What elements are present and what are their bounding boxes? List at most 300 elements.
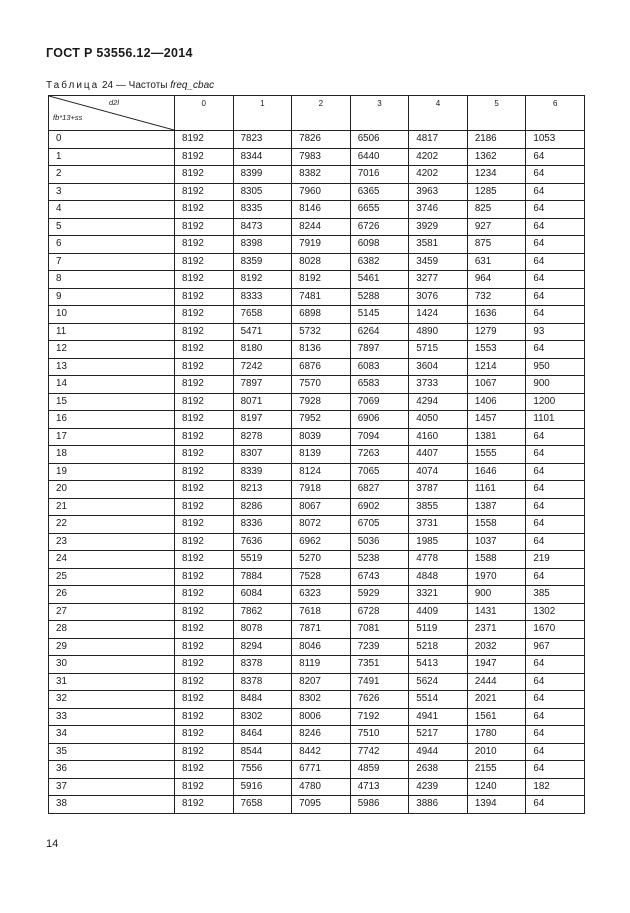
table-row — [49, 411, 585, 429]
table-cell: 967 — [526, 638, 585, 656]
table-cell: 1101 — [526, 411, 585, 429]
table-cell: 4944 — [409, 743, 468, 761]
table-cell: 8307 — [233, 446, 292, 464]
row-index-cell: 1 — [49, 148, 175, 166]
table-cell: 1588 — [467, 551, 526, 569]
table-cell: 7658 — [233, 306, 292, 324]
table-cell: 8192 — [175, 236, 234, 254]
table-row — [49, 551, 585, 569]
table-cell: 8192 — [175, 376, 234, 394]
table-cell: 64 — [526, 218, 585, 236]
table-cell: 3746 — [409, 201, 468, 219]
table-cell: 1285 — [467, 183, 526, 201]
table-cell: 1387 — [467, 498, 526, 516]
table-cell: 4848 — [409, 568, 468, 586]
column-header: 1 — [233, 96, 292, 131]
table-cell: 7884 — [233, 568, 292, 586]
table-cell: 1394 — [467, 796, 526, 814]
table-cell: 8192 — [175, 551, 234, 569]
table-cell: 4859 — [350, 761, 409, 779]
table-cell: 1161 — [467, 481, 526, 499]
table-cell: 964 — [467, 271, 526, 289]
table-cell: 4817 — [409, 131, 468, 149]
row-index-cell: 36 — [49, 761, 175, 779]
row-index-cell: 37 — [49, 778, 175, 796]
table-cell: 6728 — [350, 603, 409, 621]
table-cell: 7242 — [233, 358, 292, 376]
row-index-cell: 0 — [49, 131, 175, 149]
table-row — [49, 638, 585, 656]
table-cell: 8382 — [292, 166, 351, 184]
table-cell: 3733 — [409, 376, 468, 394]
table-cell: 64 — [526, 796, 585, 814]
table-row — [49, 201, 585, 219]
table-cell: 7626 — [350, 691, 409, 709]
table-cell: 7862 — [233, 603, 292, 621]
table-cell: 7481 — [292, 288, 351, 306]
table-cell: 7263 — [350, 446, 409, 464]
table-cell: 6506 — [350, 131, 409, 149]
row-index-cell: 6 — [49, 236, 175, 254]
table-cell: 64 — [526, 673, 585, 691]
table-cell: 6743 — [350, 568, 409, 586]
table-cell: 5471 — [233, 323, 292, 341]
table-cell: 1424 — [409, 306, 468, 324]
table-cell: 64 — [526, 656, 585, 674]
column-header: 3 — [350, 96, 409, 131]
table-cell: 8464 — [233, 726, 292, 744]
table-cell: 8192 — [175, 411, 234, 429]
row-index-cell: 11 — [49, 323, 175, 341]
table-cell: 3731 — [409, 516, 468, 534]
column-header: 5 — [467, 96, 526, 131]
table-cell: 7618 — [292, 603, 351, 621]
table-row — [49, 148, 585, 166]
table-cell: 4890 — [409, 323, 468, 341]
table-cell: 3963 — [409, 183, 468, 201]
table-cell: 8072 — [292, 516, 351, 534]
table-cell: 64 — [526, 516, 585, 534]
table-cell: 219 — [526, 551, 585, 569]
table-cell: 4294 — [409, 393, 468, 411]
row-index-cell: 13 — [49, 358, 175, 376]
table-cell: 64 — [526, 446, 585, 464]
table-cell: 5270 — [292, 551, 351, 569]
table-cell: 64 — [526, 568, 585, 586]
table-cell: 1406 — [467, 393, 526, 411]
table-cell: 6827 — [350, 481, 409, 499]
column-header: 6 — [526, 96, 585, 131]
table-cell: 8192 — [175, 603, 234, 621]
table-cell: 7065 — [350, 463, 409, 481]
table-cell: 3604 — [409, 358, 468, 376]
table-cell: 1553 — [467, 341, 526, 359]
table-cell: 7897 — [350, 341, 409, 359]
table-cell: 64 — [526, 341, 585, 359]
table-cell: 8192 — [175, 323, 234, 341]
row-index-cell: 16 — [49, 411, 175, 429]
table-row — [49, 306, 585, 324]
table-caption — [46, 80, 214, 91]
table-cell: 8336 — [233, 516, 292, 534]
table-header-row — [49, 96, 585, 131]
table-cell: 8192 — [175, 708, 234, 726]
table-cell: 5732 — [292, 323, 351, 341]
table-cell: 5036 — [350, 533, 409, 551]
table-cell: 8136 — [292, 341, 351, 359]
table-cell: 6655 — [350, 201, 409, 219]
table-cell: 5145 — [350, 306, 409, 324]
table-cell: 7510 — [350, 726, 409, 744]
frequency-table — [48, 95, 585, 814]
table-cell: 2010 — [467, 743, 526, 761]
table-cell: 6962 — [292, 533, 351, 551]
row-index-cell: 4 — [49, 201, 175, 219]
table-row — [49, 533, 585, 551]
table-cell: 7095 — [292, 796, 351, 814]
table-cell: 1234 — [467, 166, 526, 184]
table-row — [49, 603, 585, 621]
table-row — [49, 341, 585, 359]
table-cell: 7952 — [292, 411, 351, 429]
table-cell: 8192 — [175, 201, 234, 219]
table-row — [49, 271, 585, 289]
table-cell: 5514 — [409, 691, 468, 709]
column-header: 0 — [175, 96, 234, 131]
table-cell: 3855 — [409, 498, 468, 516]
table-cell: 64 — [526, 148, 585, 166]
row-index-cell: 27 — [49, 603, 175, 621]
table-cell: 8192 — [175, 271, 234, 289]
table-cell: 5986 — [350, 796, 409, 814]
table-cell: 8399 — [233, 166, 292, 184]
table-cell: 8192 — [175, 516, 234, 534]
table-cell: 8192 — [175, 533, 234, 551]
table-cell: 8192 — [175, 568, 234, 586]
table-cell: 8192 — [175, 306, 234, 324]
row-index-cell: 9 — [49, 288, 175, 306]
table-row — [49, 463, 585, 481]
table-cell: 8192 — [175, 148, 234, 166]
table-cell: 7069 — [350, 393, 409, 411]
table-cell: 1646 — [467, 463, 526, 481]
document-header: ГОСТ Р 53556.12—2014 — [46, 46, 193, 60]
row-index-cell: 33 — [49, 708, 175, 726]
table-cell: 93 — [526, 323, 585, 341]
table-cell: 8192 — [175, 218, 234, 236]
table-cell: 7918 — [292, 481, 351, 499]
table-cell: 1558 — [467, 516, 526, 534]
table-cell: 8197 — [233, 411, 292, 429]
table-cell: 5519 — [233, 551, 292, 569]
table-cell: 64 — [526, 253, 585, 271]
table-cell: 7570 — [292, 376, 351, 394]
table-cell: 6583 — [350, 376, 409, 394]
table-cell: 6876 — [292, 358, 351, 376]
table-row — [49, 376, 585, 394]
table-row — [49, 743, 585, 761]
table-cell: 6902 — [350, 498, 409, 516]
table-cell: 4780 — [292, 778, 351, 796]
table-cell: 7658 — [233, 796, 292, 814]
table-row — [49, 446, 585, 464]
table-cell: 5461 — [350, 271, 409, 289]
table-cell: 1985 — [409, 533, 468, 551]
table-cell: 4050 — [409, 411, 468, 429]
table-cell: 3321 — [409, 586, 468, 604]
table-cell: 5916 — [233, 778, 292, 796]
table-row — [49, 183, 585, 201]
row-index-cell: 22 — [49, 516, 175, 534]
table-cell: 64 — [526, 463, 585, 481]
table-row — [49, 656, 585, 674]
table-cell: 8192 — [175, 656, 234, 674]
table-cell: 64 — [526, 236, 585, 254]
table-cell: 1431 — [467, 603, 526, 621]
row-index-cell: 19 — [49, 463, 175, 481]
table-cell: 8286 — [233, 498, 292, 516]
row-index-cell: 23 — [49, 533, 175, 551]
table-cell: 2444 — [467, 673, 526, 691]
table-cell: 8071 — [233, 393, 292, 411]
row-index-cell: 31 — [49, 673, 175, 691]
table-cell: 8180 — [233, 341, 292, 359]
table-cell: 4074 — [409, 463, 468, 481]
table-cell: 6440 — [350, 148, 409, 166]
table-row — [49, 236, 585, 254]
row-index-cell: 26 — [49, 586, 175, 604]
table-corner-cell — [49, 96, 175, 131]
table-row — [49, 131, 585, 149]
table-cell: 8146 — [292, 201, 351, 219]
table-cell: 8192 — [175, 726, 234, 744]
table-cell: 7636 — [233, 533, 292, 551]
table-cell: 64 — [526, 288, 585, 306]
table-cell: 6098 — [350, 236, 409, 254]
table-cell: 5624 — [409, 673, 468, 691]
table-cell: 1670 — [526, 621, 585, 639]
table-cell: 8192 — [175, 498, 234, 516]
table-cell: 7742 — [350, 743, 409, 761]
table-cell: 64 — [526, 743, 585, 761]
row-index-cell: 10 — [49, 306, 175, 324]
table-cell: 6906 — [350, 411, 409, 429]
table-cell: 6264 — [350, 323, 409, 341]
table-row — [49, 323, 585, 341]
table-cell: 1302 — [526, 603, 585, 621]
table-cell: 1240 — [467, 778, 526, 796]
table-cell: 64 — [526, 708, 585, 726]
table-cell: 1200 — [526, 393, 585, 411]
table-cell: 1636 — [467, 306, 526, 324]
table-cell: 6705 — [350, 516, 409, 534]
table-cell: 8192 — [175, 131, 234, 149]
table-cell: 6365 — [350, 183, 409, 201]
row-index-cell: 30 — [49, 656, 175, 674]
table-row — [49, 673, 585, 691]
row-index-cell: 20 — [49, 481, 175, 499]
table-cell: 8192 — [175, 621, 234, 639]
row-index-cell: 21 — [49, 498, 175, 516]
table-cell: 8244 — [292, 218, 351, 236]
table-cell: 8207 — [292, 673, 351, 691]
table-cell: 8305 — [233, 183, 292, 201]
table-cell: 6726 — [350, 218, 409, 236]
table-cell: 8278 — [233, 428, 292, 446]
table-row — [49, 166, 585, 184]
table-cell: 8192 — [175, 341, 234, 359]
table-cell: 7094 — [350, 428, 409, 446]
table-cell: 8078 — [233, 621, 292, 639]
table-cell: 5217 — [409, 726, 468, 744]
table-cell: 8192 — [175, 288, 234, 306]
table-cell: 182 — [526, 778, 585, 796]
table-caption-name: freq_cbac — [170, 80, 215, 91]
row-index-cell: 7 — [49, 253, 175, 271]
table-cell: 7351 — [350, 656, 409, 674]
table-cell: 8302 — [292, 691, 351, 709]
table-cell: 8006 — [292, 708, 351, 726]
table-cell: 3886 — [409, 796, 468, 814]
table-cell: 2371 — [467, 621, 526, 639]
table-cell: 7081 — [350, 621, 409, 639]
table-cell: 8192 — [175, 253, 234, 271]
table-row — [49, 358, 585, 376]
table-cell: 8359 — [233, 253, 292, 271]
table-cell: 64 — [526, 481, 585, 499]
table-cell: 7826 — [292, 131, 351, 149]
table-cell: 3277 — [409, 271, 468, 289]
table-cell: 6382 — [350, 253, 409, 271]
table-row — [49, 796, 585, 814]
table-cell: 4941 — [409, 708, 468, 726]
table-cell: 5238 — [350, 551, 409, 569]
table-cell: 8192 — [175, 183, 234, 201]
table-cell: 64 — [526, 761, 585, 779]
table-cell: 7528 — [292, 568, 351, 586]
table-cell: 64 — [526, 498, 585, 516]
table-cell: 8192 — [175, 796, 234, 814]
table-caption-number: 24 — Частоты — [99, 80, 171, 91]
table-cell: 927 — [467, 218, 526, 236]
table-cell: 385 — [526, 586, 585, 604]
table-cell: 6083 — [350, 358, 409, 376]
table-cell: 8192 — [175, 428, 234, 446]
table-cell: 6323 — [292, 586, 351, 604]
row-index-cell: 14 — [49, 376, 175, 394]
row-index-cell: 18 — [49, 446, 175, 464]
table-cell: 8378 — [233, 673, 292, 691]
table-cell: 8378 — [233, 656, 292, 674]
table-row — [49, 516, 585, 534]
table-cell: 8484 — [233, 691, 292, 709]
table-cell: 8192 — [175, 638, 234, 656]
table-cell: 8192 — [175, 691, 234, 709]
table-cell: 8246 — [292, 726, 351, 744]
table-row — [49, 428, 585, 446]
table-cell: 2032 — [467, 638, 526, 656]
table-cell: 2155 — [467, 761, 526, 779]
table-cell: 64 — [526, 201, 585, 219]
table-cell: 8192 — [175, 778, 234, 796]
table-cell: 4160 — [409, 428, 468, 446]
table-cell: 1214 — [467, 358, 526, 376]
table-row — [49, 621, 585, 639]
row-index-cell: 5 — [49, 218, 175, 236]
table-cell: 8046 — [292, 638, 351, 656]
table-cell: 7928 — [292, 393, 351, 411]
table-cell: 1381 — [467, 428, 526, 446]
table-cell: 4409 — [409, 603, 468, 621]
table-cell: 8067 — [292, 498, 351, 516]
table-cell: 2186 — [467, 131, 526, 149]
table-cell: 8339 — [233, 463, 292, 481]
table-row — [49, 288, 585, 306]
table-cell: 4239 — [409, 778, 468, 796]
table-cell: 8302 — [233, 708, 292, 726]
row-index-cell: 24 — [49, 551, 175, 569]
table-cell: 64 — [526, 533, 585, 551]
table-cell: 8192 — [175, 393, 234, 411]
table-cell: 1970 — [467, 568, 526, 586]
table-cell: 4407 — [409, 446, 468, 464]
table-cell: 7239 — [350, 638, 409, 656]
row-index-cell: 15 — [49, 393, 175, 411]
table-cell: 8192 — [175, 743, 234, 761]
table-row — [49, 498, 585, 516]
row-index-cell: 32 — [49, 691, 175, 709]
table-cell: 8124 — [292, 463, 351, 481]
table-cell: 1780 — [467, 726, 526, 744]
table-cell: 1053 — [526, 131, 585, 149]
table-cell: 631 — [467, 253, 526, 271]
table-cell: 8192 — [175, 586, 234, 604]
table-cell: 2638 — [409, 761, 468, 779]
table-cell: 900 — [526, 376, 585, 394]
table-row — [49, 586, 585, 604]
row-index-cell: 12 — [49, 341, 175, 359]
column-header: 4 — [409, 96, 468, 131]
table-cell: 8294 — [233, 638, 292, 656]
table-cell: 8192 — [175, 463, 234, 481]
table-cell: 7192 — [350, 708, 409, 726]
table-cell: 8544 — [233, 743, 292, 761]
table-caption-word: Таблица — [46, 80, 100, 91]
table-cell: 3581 — [409, 236, 468, 254]
table-cell: 8192 — [292, 271, 351, 289]
table-cell: 5288 — [350, 288, 409, 306]
table-cell: 4778 — [409, 551, 468, 569]
table-body — [49, 131, 585, 814]
table-cell: 3929 — [409, 218, 468, 236]
table-cell: 950 — [526, 358, 585, 376]
table-cell: 1555 — [467, 446, 526, 464]
row-index-cell: 34 — [49, 726, 175, 744]
table-cell: 900 — [467, 586, 526, 604]
table-cell: 7919 — [292, 236, 351, 254]
table-cell: 8139 — [292, 446, 351, 464]
table-row — [49, 726, 585, 744]
table-cell: 1067 — [467, 376, 526, 394]
table-row — [49, 568, 585, 586]
table-cell: 8333 — [233, 288, 292, 306]
table-cell: 5715 — [409, 341, 468, 359]
table-row — [49, 761, 585, 779]
row-index-cell: 28 — [49, 621, 175, 639]
corner-left-label: fb*13+ss — [53, 113, 83, 122]
table-cell: 3787 — [409, 481, 468, 499]
table-cell: 3076 — [409, 288, 468, 306]
